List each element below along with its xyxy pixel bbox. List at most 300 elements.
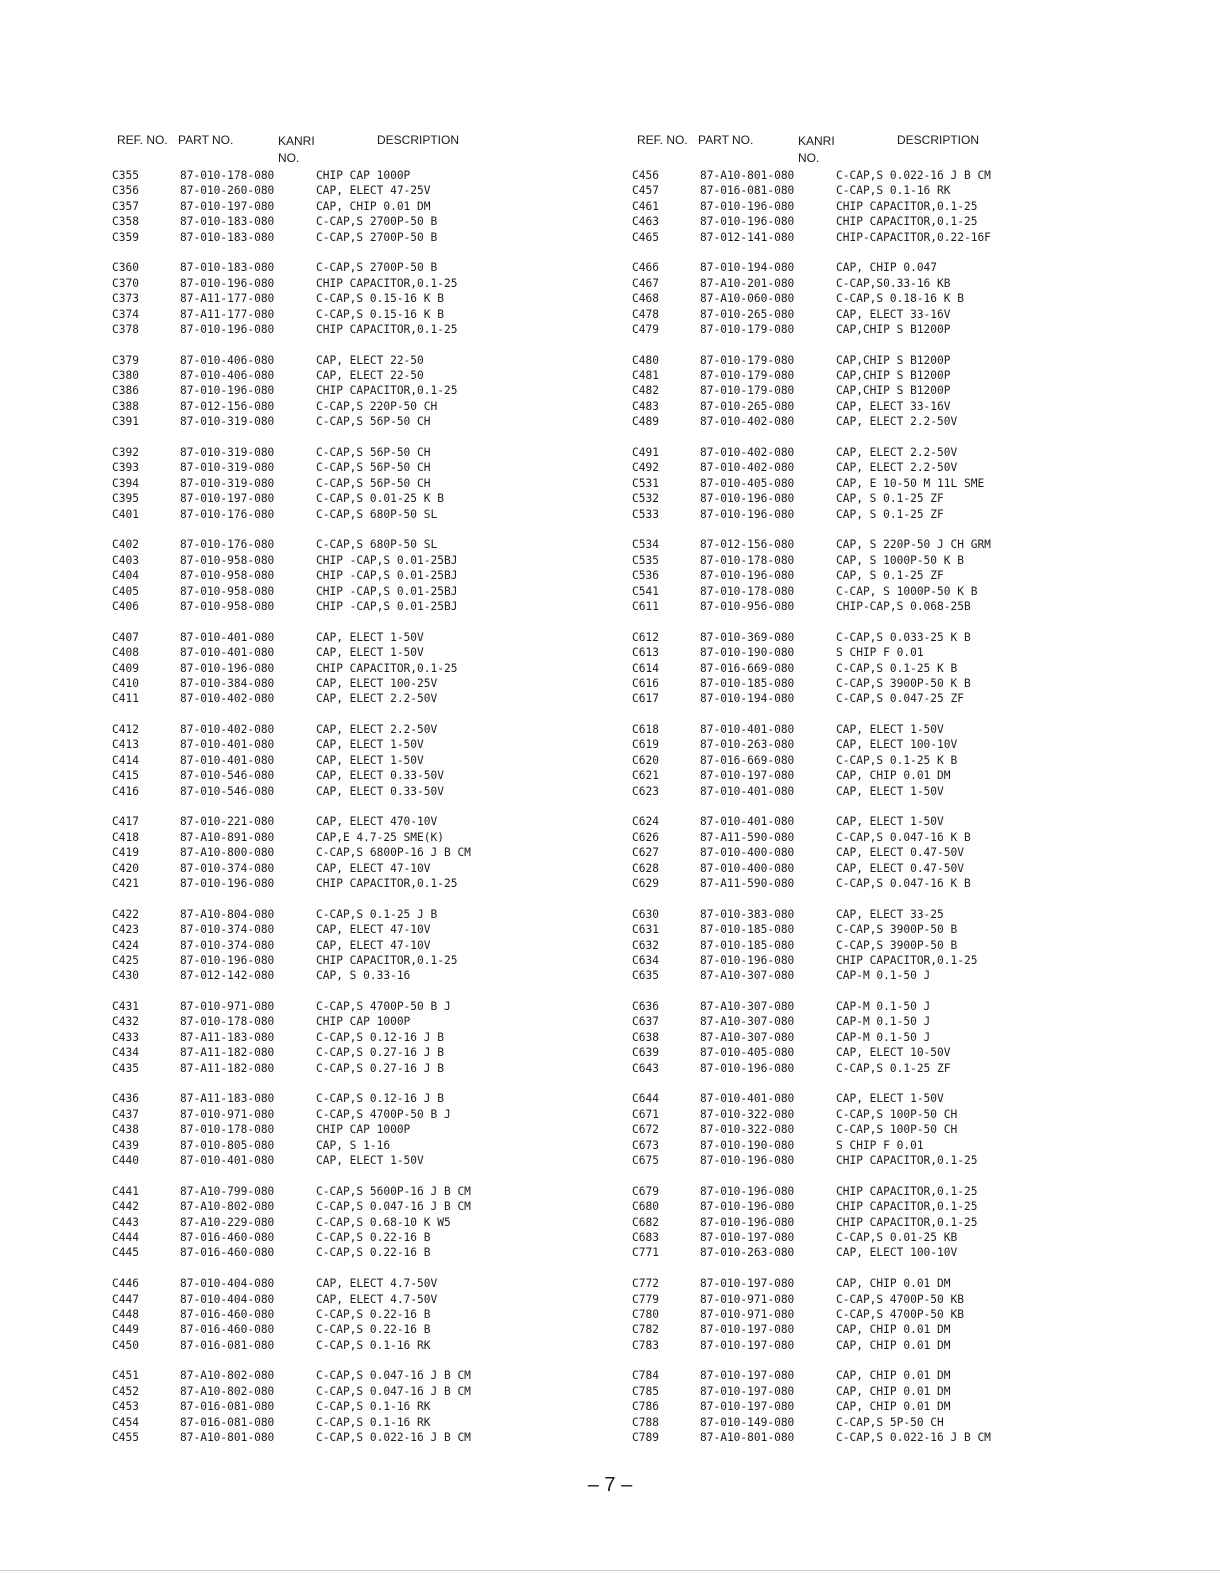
ref-no: C631 <box>632 923 659 937</box>
description: CAP, ELECT 2.2-50V <box>836 446 958 460</box>
description: C-CAP,S 0.22-16 B <box>316 1323 431 1337</box>
part-row <box>112 276 592 291</box>
ref-no: C643 <box>632 1061 659 1075</box>
ref-no: C617 <box>632 692 659 706</box>
ref-no: C482 <box>632 384 659 398</box>
ref-no: C783 <box>632 1338 659 1352</box>
part-row <box>632 938 1112 953</box>
part-no: 87-010-958-080 <box>180 569 275 583</box>
description: C-CAP,S 6800P-16 J B CM <box>316 846 471 860</box>
parts-group <box>112 260 592 337</box>
description: CHIP CAPACITOR,0.1-25 <box>836 1154 978 1167</box>
part-row <box>632 1430 1112 1445</box>
ref-no: C531 <box>632 476 659 490</box>
ref-no: C446 <box>112 1277 139 1291</box>
part-no: 87-010-197-080 <box>700 1369 795 1383</box>
ref-no: C611 <box>632 599 659 613</box>
ref-no: C624 <box>632 815 659 829</box>
parts-group <box>112 1091 592 1168</box>
part-no: 87-010-383-080 <box>700 907 795 921</box>
part-no: 87-010-402-080 <box>700 446 795 460</box>
ref-no: C401 <box>112 507 139 521</box>
description: CAP, ELECT 22-50 <box>316 369 424 383</box>
part-row <box>632 1153 1112 1168</box>
description: CAP,CHIP S B1200P <box>836 322 951 336</box>
description: CAP, ELECT 470-10V <box>316 815 438 829</box>
description: C-CAP,S 0.01-25 KB <box>836 1230 958 1244</box>
part-no: 87-010-196-080 <box>180 384 275 398</box>
ref-no: C771 <box>632 1246 659 1260</box>
ref-no: C489 <box>632 415 659 429</box>
part-no: 87-010-406-080 <box>180 369 275 383</box>
part-no: 87-016-669-080 <box>700 661 795 675</box>
ref-no: C786 <box>632 1400 659 1414</box>
parts-group <box>632 814 1112 891</box>
ref-no: C621 <box>632 769 659 783</box>
description: CAP, ELECT 1-50V <box>836 815 944 829</box>
ref-no: C407 <box>112 630 139 644</box>
part-row <box>112 1122 592 1137</box>
ref-no: C483 <box>632 399 659 413</box>
part-row <box>632 645 1112 660</box>
description: CAP, ELECT 1-50V <box>316 738 424 752</box>
part-no: 87-010-265-080 <box>700 307 795 321</box>
part-row <box>632 661 1112 676</box>
ref-no: C772 <box>632 1277 659 1291</box>
part-row <box>632 445 1112 460</box>
part-no: 87-A11-182-080 <box>180 1061 275 1075</box>
description: CHIP-CAP,S 0.068-25B <box>836 599 971 613</box>
part-no: 87-012-141-080 <box>700 230 795 244</box>
ref-no: C614 <box>632 661 659 675</box>
ref-no: C443 <box>112 1215 139 1229</box>
description: C-CAP,S 0.047-25 ZF <box>836 692 964 706</box>
ref-no: C784 <box>632 1369 659 1383</box>
part-row <box>632 630 1112 645</box>
part-no: 87-010-971-080 <box>180 1000 275 1014</box>
parts-group <box>112 1368 592 1445</box>
description: CHIP CAP 1000P <box>316 1015 411 1029</box>
part-row <box>632 1276 1112 1291</box>
description: C-CAP,S 0.27-16 J B <box>316 1061 444 1075</box>
description: C-CAP,S 0.022-16 J B CM <box>316 1431 471 1445</box>
ref-no: C618 <box>632 723 659 737</box>
part-row <box>632 383 1112 398</box>
part-row <box>632 1091 1112 1106</box>
part-row <box>112 691 592 706</box>
description: CAP, ELECT 1-50V <box>316 1154 424 1167</box>
part-row <box>632 322 1112 337</box>
ref-no: C358 <box>112 215 139 229</box>
ref-no: C644 <box>632 1092 659 1106</box>
header-description: DESCRIPTION <box>897 133 980 147</box>
part-row <box>632 1245 1112 1260</box>
part-row <box>632 276 1112 291</box>
ref-no: C380 <box>112 369 139 383</box>
parts-list <box>112 168 592 1445</box>
description: CAP, ELECT 33-25 <box>836 907 944 921</box>
part-no: 87-010-197-080 <box>700 1230 795 1244</box>
part-row <box>632 784 1112 799</box>
ref-no: C623 <box>632 784 659 798</box>
part-no: 87-010-179-080 <box>700 353 795 367</box>
parts-group <box>632 260 1112 337</box>
description: C-CAP,S 5P-50 CH <box>836 1415 944 1429</box>
description: CAP, E 10-50 M 11L SME <box>836 476 985 490</box>
description: CAP,E 4.7-25 SME(K) <box>316 830 444 844</box>
ref-no: C780 <box>632 1307 659 1321</box>
parts-group <box>112 168 592 245</box>
part-row <box>632 584 1112 599</box>
ref-no: C423 <box>112 923 139 937</box>
description: C-CAP,S 3900P-50 B <box>836 923 958 937</box>
part-no: 87-010-971-080 <box>700 1292 795 1306</box>
part-row <box>632 922 1112 937</box>
part-no: 87-010-805-080 <box>180 1138 275 1152</box>
part-no: 87-010-183-080 <box>180 230 275 244</box>
description: C-CAP,S 0.1-16 RK <box>836 184 951 198</box>
part-no: 87-A10-801-080 <box>700 1431 795 1445</box>
part-no: 87-010-405-080 <box>700 1046 795 1060</box>
part-row <box>112 260 592 275</box>
part-row <box>112 1384 592 1399</box>
ref-no: C541 <box>632 584 659 598</box>
parts-group <box>632 1368 1112 1445</box>
part-no: 87-010-197-080 <box>700 1277 795 1291</box>
part-no: 87-010-401-080 <box>180 646 275 660</box>
ref-no: C613 <box>632 646 659 660</box>
ref-no: C680 <box>632 1200 659 1214</box>
part-no: 87-010-263-080 <box>700 738 795 752</box>
part-no: 87-010-196-080 <box>700 492 795 506</box>
description: CAP, ELECT 47-10V <box>316 923 431 937</box>
parts-group <box>632 1184 1112 1261</box>
description: CAP, ELECT 0.47-50V <box>836 846 964 860</box>
parts-group <box>112 353 592 430</box>
part-row <box>632 491 1112 506</box>
part-row <box>632 414 1112 429</box>
ref-no: C359 <box>112 230 139 244</box>
ref-no: C438 <box>112 1123 139 1137</box>
part-no: 87-010-196-080 <box>700 1184 795 1198</box>
part-no: 87-010-196-080 <box>700 215 795 229</box>
part-row <box>632 1061 1112 1076</box>
ref-no: C535 <box>632 553 659 567</box>
ref-no: C410 <box>112 676 139 690</box>
ref-no: C412 <box>112 723 139 737</box>
ref-no: C421 <box>112 876 139 890</box>
part-no: 87-A10-799-080 <box>180 1184 275 1198</box>
part-no: 87-A10-307-080 <box>700 1000 795 1014</box>
column-header <box>632 128 1112 168</box>
part-row <box>632 1338 1112 1353</box>
ref-no: C444 <box>112 1230 139 1244</box>
ref-no: C639 <box>632 1046 659 1060</box>
ref-no: C456 <box>632 169 659 182</box>
part-no: 87-010-197-080 <box>700 1400 795 1414</box>
part-no: 87-010-197-080 <box>180 199 275 213</box>
ref-no: C442 <box>112 1200 139 1214</box>
description: CAP, CHIP 0.01 DM <box>316 199 431 213</box>
description: C-CAP,S 680P-50 SL <box>316 507 438 521</box>
parts-group <box>112 907 592 984</box>
ref-no: C637 <box>632 1015 659 1029</box>
part-no: 87-010-971-080 <box>700 1307 795 1321</box>
ref-no: C437 <box>112 1107 139 1121</box>
part-row <box>112 1215 592 1230</box>
part-row <box>112 1245 592 1260</box>
description: CAP, ELECT 47-10V <box>316 861 431 875</box>
ref-no: C788 <box>632 1415 659 1429</box>
description: CHIP -CAP,S 0.01-25BJ <box>316 553 458 567</box>
ref-no: C432 <box>112 1015 139 1029</box>
part-row <box>632 1215 1112 1230</box>
part-no: 87-A10-802-080 <box>180 1200 275 1214</box>
part-row <box>112 876 592 891</box>
description: C-CAP,S 4700P-50 B J <box>316 1000 451 1014</box>
part-no: 87-010-402-080 <box>700 461 795 475</box>
part-no: 87-010-374-080 <box>180 938 275 952</box>
part-row <box>112 1061 592 1076</box>
part-row <box>112 507 592 522</box>
part-row <box>112 445 592 460</box>
ref-no: C461 <box>632 199 659 213</box>
part-row <box>112 1184 592 1199</box>
part-no: 87-010-404-080 <box>180 1277 275 1291</box>
description: CHIP CAP 1000P <box>316 1123 411 1137</box>
part-row <box>632 291 1112 306</box>
part-no: 87-010-196-080 <box>700 1154 795 1167</box>
part-row <box>112 476 592 491</box>
part-row <box>112 1292 592 1307</box>
part-row <box>632 1030 1112 1045</box>
header-ref-no: REF. NO. <box>117 133 168 147</box>
ref-no: C402 <box>112 538 139 552</box>
part-no: 87-010-384-080 <box>180 676 275 690</box>
part-row <box>632 1014 1112 1029</box>
part-row <box>112 1307 592 1322</box>
part-no: 87-016-081-080 <box>180 1415 275 1429</box>
header-kanri-no-label: NO. <box>798 151 820 165</box>
ref-no: C479 <box>632 322 659 336</box>
description: C-CAP,S 0.1-16 RK <box>316 1400 431 1414</box>
part-row <box>112 353 592 368</box>
description: CAP, ELECT 0.47-50V <box>836 861 964 875</box>
part-no: 87-010-197-080 <box>700 1384 795 1398</box>
part-row <box>112 584 592 599</box>
part-no: 87-016-460-080 <box>180 1246 275 1260</box>
part-row <box>112 753 592 768</box>
part-row <box>632 1138 1112 1153</box>
part-row <box>112 999 592 1014</box>
header-ref-no: REF. NO. <box>637 133 688 147</box>
part-no: 87-010-319-080 <box>180 415 275 429</box>
part-no: 87-012-142-080 <box>180 969 275 983</box>
description: CAP, ELECT 22-50 <box>316 353 424 367</box>
part-row <box>112 1045 592 1060</box>
part-row <box>632 476 1112 491</box>
description: C-CAP,S 0.047-16 K B <box>836 876 971 890</box>
ref-no: C395 <box>112 492 139 506</box>
ref-no: C391 <box>112 415 139 429</box>
ref-no: C632 <box>632 938 659 952</box>
part-no: 87-010-178-080 <box>180 1015 275 1029</box>
part-no: 87-010-149-080 <box>700 1415 795 1429</box>
ref-no: C630 <box>632 907 659 921</box>
part-row <box>112 183 592 198</box>
part-row <box>112 599 592 614</box>
part-no: 87-010-546-080 <box>180 784 275 798</box>
part-row <box>112 722 592 737</box>
part-row <box>632 1322 1112 1337</box>
part-row <box>112 845 592 860</box>
part-row <box>632 368 1112 383</box>
ref-no: C411 <box>112 692 139 706</box>
part-no: 87-010-402-080 <box>700 415 795 429</box>
part-row <box>112 922 592 937</box>
page-number: – 7 – <box>587 1474 633 1496</box>
description: CHIP -CAP,S 0.01-25BJ <box>316 569 458 583</box>
ref-no: C413 <box>112 738 139 752</box>
description: C-CAP,S 0.1-25 J B <box>316 907 438 921</box>
part-no: 87-012-156-080 <box>180 399 275 413</box>
description: C-CAP,S 0.022-16 J B CM <box>836 1431 991 1445</box>
parts-group <box>632 353 1112 430</box>
part-no: 87-010-178-080 <box>180 169 275 182</box>
part-no: 87-010-369-080 <box>700 630 795 644</box>
part-no: 87-010-401-080 <box>180 753 275 767</box>
ref-no: C626 <box>632 830 659 844</box>
part-no: 87-010-196-080 <box>700 953 795 967</box>
description: C-CAP,S 0.22-16 B <box>316 1307 431 1321</box>
part-no: 87-A11-590-080 <box>700 876 795 890</box>
description: CAP-M 0.1-50 J <box>836 1015 931 1029</box>
description: C-CAP,S 0.1-16 RK <box>316 1415 431 1429</box>
ref-no: C418 <box>112 830 139 844</box>
part-row <box>632 722 1112 737</box>
ref-no: C414 <box>112 753 139 767</box>
parts-group <box>632 907 1112 984</box>
description: C-CAP,S 0.1-25 K B <box>836 661 958 675</box>
ref-no: C405 <box>112 584 139 598</box>
part-no: 87-A10-307-080 <box>700 969 795 983</box>
description: C-CAP,S 0.22-16 B <box>316 1230 431 1244</box>
part-no: 87-010-958-080 <box>180 553 275 567</box>
parts-column-left <box>112 128 592 1461</box>
description: CHIP CAP 1000P <box>316 169 411 182</box>
part-no: 87-010-196-080 <box>180 322 275 336</box>
part-row <box>632 753 1112 768</box>
description: C-CAP,S 4700P-50 B J <box>316 1107 451 1121</box>
part-row <box>112 737 592 752</box>
description: C-CAP,S 0.047-16 J B CM <box>316 1384 471 1398</box>
part-no: 87-016-460-080 <box>180 1307 275 1321</box>
part-row <box>112 1322 592 1337</box>
part-row <box>632 1307 1112 1322</box>
part-row <box>112 1138 592 1153</box>
description: CAP, ELECT 1-50V <box>316 630 424 644</box>
part-row <box>632 214 1112 229</box>
part-no: 87-010-546-080 <box>180 769 275 783</box>
description: CAP, CHIP 0.01 DM <box>836 1277 951 1291</box>
part-no: 87-010-401-080 <box>700 784 795 798</box>
part-no: 87-010-196-080 <box>700 199 795 213</box>
part-no: 87-010-400-080 <box>700 846 795 860</box>
ref-no: C440 <box>112 1154 139 1167</box>
description: C-CAP,S 4700P-50 KB <box>836 1292 964 1306</box>
part-row <box>632 1045 1112 1060</box>
ref-no: C422 <box>112 907 139 921</box>
description: C-CAP,S 4700P-50 KB <box>836 1307 964 1321</box>
part-row <box>632 1399 1112 1414</box>
description: CAP, CHIP 0.01 DM <box>836 1323 951 1337</box>
part-row <box>112 214 592 229</box>
part-row <box>632 999 1112 1014</box>
part-no: 87-A10-891-080 <box>180 830 275 844</box>
part-row <box>112 491 592 506</box>
part-row <box>632 260 1112 275</box>
part-row <box>112 1014 592 1029</box>
description: CHIP CAPACITOR,0.1-25 <box>836 953 978 967</box>
parts-group <box>112 630 592 707</box>
description: CAP, ELECT 0.33-50V <box>316 784 444 798</box>
parts-group <box>112 814 592 891</box>
parts-group <box>112 999 592 1076</box>
parts-group <box>632 722 1112 799</box>
part-row <box>112 1338 592 1353</box>
description: CAP, CHIP 0.01 DM <box>836 1338 951 1352</box>
description: CAP, ELECT 33-16V <box>836 399 951 413</box>
ref-no: C616 <box>632 676 659 690</box>
part-no: 87-A10-201-080 <box>700 276 795 290</box>
part-no: 87-016-081-080 <box>700 184 795 198</box>
part-no: 87-010-401-080 <box>180 1154 275 1167</box>
part-no: 87-A10-229-080 <box>180 1215 275 1229</box>
part-no: 87-010-197-080 <box>700 769 795 783</box>
ref-no: C357 <box>112 199 139 213</box>
ref-no: C634 <box>632 953 659 967</box>
ref-no: C453 <box>112 1400 139 1414</box>
parts-group <box>632 445 1112 522</box>
ref-no: C392 <box>112 446 139 460</box>
ref-no: C406 <box>112 599 139 613</box>
description: CAP, ELECT 1-50V <box>836 723 944 737</box>
description: C-CAP,S 0.12-16 J B <box>316 1030 444 1044</box>
part-row <box>112 814 592 829</box>
description: C-CAP,S 0.047-16 J B CM <box>316 1369 471 1383</box>
ref-no: C492 <box>632 461 659 475</box>
part-no: 87-010-402-080 <box>180 723 275 737</box>
description: C-CAP,S 56P-50 CH <box>316 415 431 429</box>
description: CHIP -CAP,S 0.01-25BJ <box>316 584 458 598</box>
ref-no: C455 <box>112 1431 139 1445</box>
part-row <box>632 553 1112 568</box>
part-no: 87-010-190-080 <box>700 1138 795 1152</box>
description: CHIP CAPACITOR,0.1-25 <box>316 876 458 890</box>
part-row <box>112 1030 592 1045</box>
part-row <box>112 968 592 983</box>
ref-no: C388 <box>112 399 139 413</box>
part-row <box>632 876 1112 891</box>
part-no: 87-010-196-080 <box>700 1061 795 1075</box>
description: C-CAP,S 220P-50 CH <box>316 399 438 413</box>
part-row <box>112 1430 592 1445</box>
parts-group <box>632 999 1112 1076</box>
part-no: 87-A10-804-080 <box>180 907 275 921</box>
header-kanri-no <box>278 133 315 167</box>
part-row <box>632 737 1112 752</box>
ref-no: C394 <box>112 476 139 490</box>
